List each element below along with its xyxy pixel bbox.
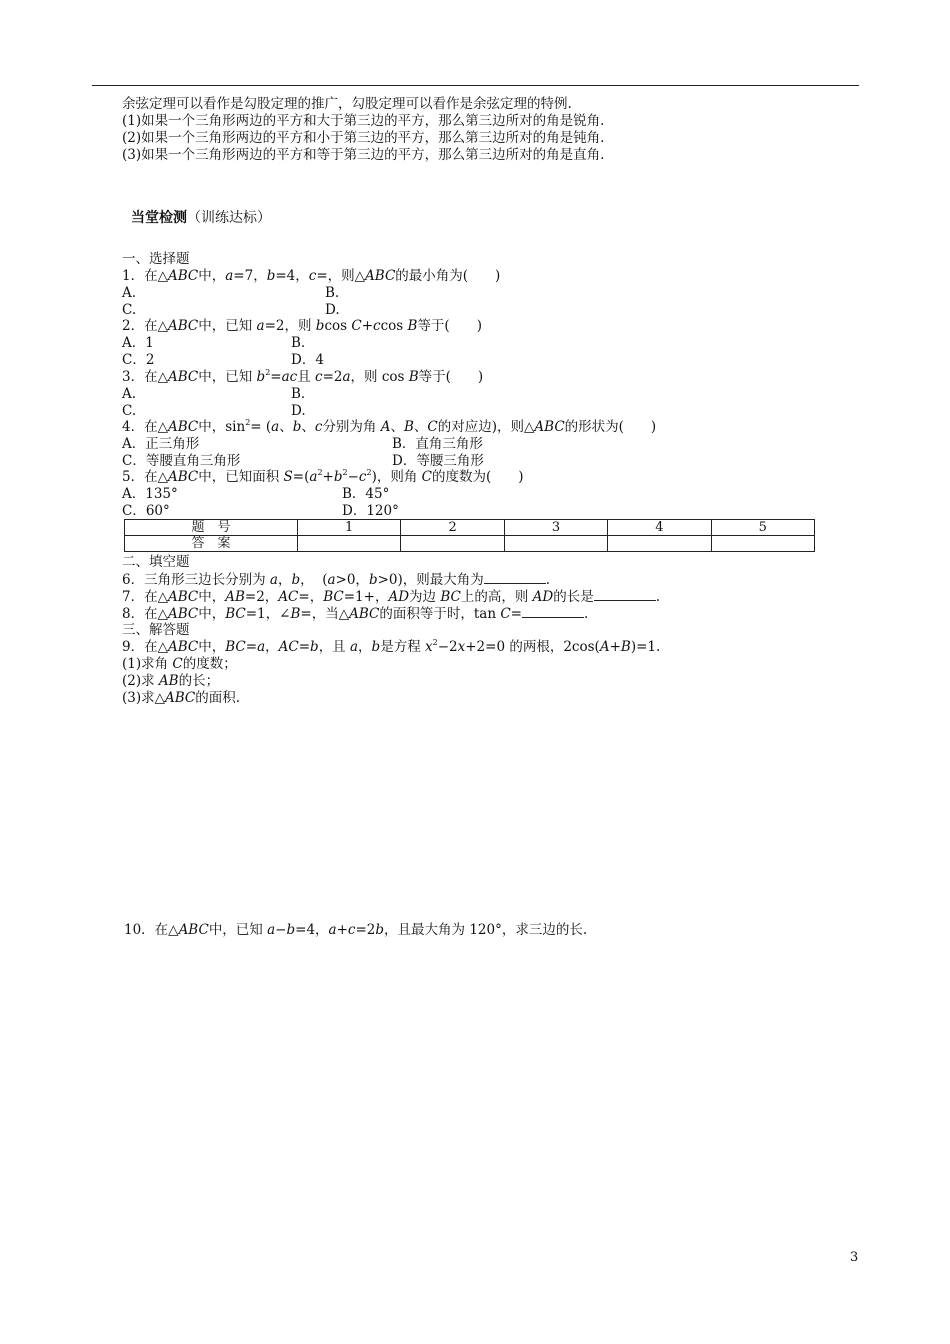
answer-cell[interactable] — [504, 536, 607, 552]
page-number: 3 — [850, 1250, 859, 1265]
question-9: 9．在△ABC中，BC=a，AC=b，且 a，b是方程 $x^2-2x+2=0$ 的两根，2cos(A+B)=1. — [122, 638, 661, 655]
q3-option-c: C. — [122, 403, 137, 419]
q1-option-a: A. — [122, 285, 137, 301]
question-1: 1．在△ABC中，a=7，b=4，c=，则△ABC的最小角为( ) — [122, 268, 501, 284]
table-header-number: 题 号 — [125, 520, 298, 536]
q2-option-a: A．1 — [122, 335, 154, 351]
answer-blank[interactable] — [522, 605, 584, 618]
q4-option-d: D．等腰三角形 — [392, 453, 484, 469]
question-6: 6．三角形三边长分别为 a，b， (a>0，b>0)，则最大角为 . — [122, 572, 551, 588]
q4-option-a: A．正三角形 — [122, 436, 200, 452]
header-rule — [92, 85, 859, 86]
section-heading: 当堂检测（训练达标） — [131, 210, 271, 226]
table-cell: 4 — [608, 520, 711, 536]
table-row — [125, 520, 815, 536]
q3-option-d: D. — [291, 403, 306, 419]
answer-table — [124, 519, 815, 552]
q5-option-b: B．45° — [342, 486, 390, 502]
table-cell: 3 — [504, 520, 607, 536]
q2-option-b: B. — [291, 335, 306, 351]
question-2: 2．在△ABC中，已知 a=2，则 bcos C+ccos B等于( ) — [122, 318, 482, 334]
answer-blank[interactable] — [484, 571, 546, 584]
question-7: 7．在△ABC中，AB=2，AC=，BC=1+，AD为边 BC上的高，则 AD的长是 . — [122, 589, 661, 605]
answer-cell[interactable] — [298, 536, 401, 552]
q9-subquestion-1: (1)求角 C的度数； — [122, 656, 237, 672]
q1-option-c: C. — [122, 302, 137, 318]
section-choice-title: 一、选择题 — [122, 251, 190, 267]
intro-line-0: 余弦定理可以看作是勾股定理的推广，勾股定理可以看作是余弦定理的特例. — [122, 96, 572, 112]
q4-option-b: B．直角三角形 — [392, 436, 483, 452]
table-header-answer: 答 案 — [125, 536, 298, 552]
intro-line-1: (1)如果一个三角形两边的平方和大于第三边的平方，那么第三边所对的角是锐角. — [122, 113, 605, 129]
answer-cell[interactable] — [608, 536, 711, 552]
q3-option-a: A. — [122, 386, 137, 402]
q2-option-d: D．4 — [291, 352, 324, 368]
intro-line-2: (2)如果一个三角形两边的平方和小于第三边的平方，那么第三边所对的角是钝角. — [122, 130, 605, 146]
q9-subquestion-3: (3)求△ABC的面积. — [122, 690, 241, 706]
table-row — [125, 536, 815, 552]
q1-option-b: B. — [325, 285, 340, 301]
q3-option-b: B. — [291, 386, 306, 402]
q2-option-c: C．2 — [122, 352, 155, 368]
q5-option-c: C．60° — [122, 503, 170, 519]
section-solve-title: 三、解答题 — [122, 622, 190, 638]
answer-cell[interactable] — [401, 536, 504, 552]
question-8: 8．在△ABC中，BC=1，∠B=，当△ABC的面积等于时，tan C= . — [122, 606, 589, 622]
table-cell: 2 — [401, 520, 504, 536]
question-3: 3．在△ABC中，已知 $b^2=ac$且 c=2a，则 cos B等于( ) — [122, 368, 484, 385]
answer-blank[interactable] — [594, 588, 656, 601]
question-5: 5．在△ABC中，已知面积 $S=(a^2+b^2-c^2)$，则角 C的度数为( ) — [122, 468, 524, 485]
table-cell: 1 — [298, 520, 401, 536]
section-fill-title: 二、填空题 — [122, 554, 190, 570]
q4-option-c: C．等腰直角三角形 — [122, 453, 241, 469]
question-4: 4．在△ABC中，$\sin^2= (a$、b、c分别为角 A、B、C的对应边)，则△ABC的形状为( ) — [122, 418, 657, 435]
intro-line-3: (3)如果一个三角形两边的平方和等于第三边的平方，那么第三边所对的角是直角. — [122, 147, 605, 163]
answer-cell[interactable] — [711, 536, 814, 552]
q5-option-a: A．135° — [122, 486, 178, 502]
q1-option-d: D. — [325, 302, 340, 318]
q9-subquestion-2: (2)求 AB的长； — [122, 673, 220, 689]
question-10: 10．在△ABC中，已知 a−b=4，a+c=2b，且最大角为 120°，求三边的长. — [124, 922, 588, 938]
table-cell: 5 — [711, 520, 814, 536]
q5-option-d: D．120° — [342, 503, 399, 519]
